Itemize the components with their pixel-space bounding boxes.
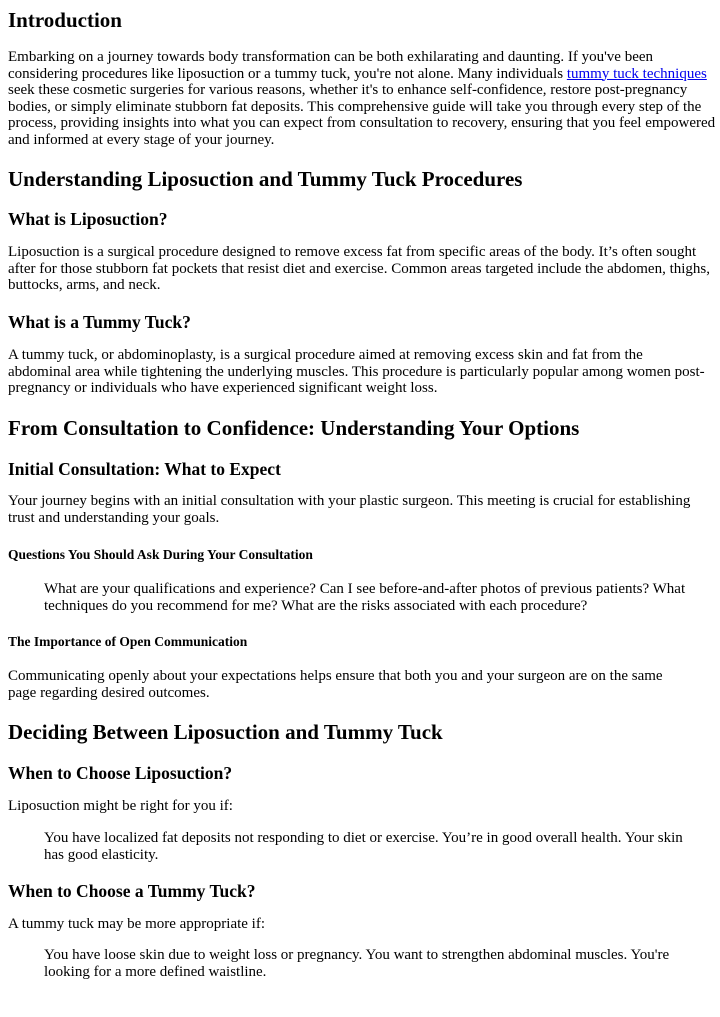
tummy-tuck-criteria-intro: A tummy tuck may be more appropriate if: bbox=[8, 916, 266, 932]
deciding-heading: Deciding Between Liposuction and Tummy Tuck bbox=[8, 720, 443, 744]
tummy-tuck-paragraph: A tummy tuck, or abdominoplasty, is a surgical procedure aimed at removing excess skin and fat from the abdominal area while tightening the underlying muscles. This procedure is particularly popular among women post-pregnancy or individuals who have experienced significant weight loss. bbox=[8, 347, 705, 396]
what-is-liposuction-heading: What is Liposuction? bbox=[8, 209, 168, 229]
what-is-tummy-tuck-heading: What is a Tummy Tuck? bbox=[8, 312, 191, 332]
when-choose-liposuction-heading: When to Choose Liposuction? bbox=[8, 763, 233, 783]
tummy-tuck-criteria-list: You have loose skin due to weight loss or pregnancy. You want to strengthen abdominal muscles. You're looking for a more defined waistline. bbox=[44, 947, 670, 980]
initial-consultation-heading: Initial Consultation: What to Expect bbox=[8, 459, 281, 479]
open-communication-paragraph: Communicating openly about your expectations helps ensure that both you and your surgeon are on the same page regarding desired outcomes. bbox=[8, 668, 663, 701]
questions-heading: Questions You Should Ask During Your Consultation bbox=[8, 547, 313, 562]
intro-text-after-link: seek these cosmetic surgeries for various reasons, whether it's to enhance self-confidence, restore post-pregnancy bodies, or simply eliminate stubborn fat deposits. This comprehensive guide will take you through every step of the process, providing insights into what you can expect from consultation to recovery, ensuring that you feel empowered and informed at every stage of your journey. bbox=[8, 82, 716, 148]
questions-list: What are your qualifications and experience? Can I see before-and-after photos of previous patients? What techniques do you recommend for me? What are the risks associated with each procedure? bbox=[44, 581, 686, 614]
tummy-tuck-techniques-link[interactable]: tummy tuck techniques bbox=[566, 65, 707, 82]
consultation-heading: From Consultation to Confidence: Understanding Your Options bbox=[8, 416, 580, 440]
intro-text-before-link: Embarking on a journey towards body transformation can be both exhilarating and daunting. If you've been considering procedures like liposuction or a tummy tuck, you're not alone. Many individuals bbox=[8, 49, 654, 82]
liposuction-criteria-intro: Liposuction might be right for you if: bbox=[8, 798, 233, 814]
open-communication-heading: The Importance of Open Communication bbox=[8, 634, 248, 649]
intro-paragraph bbox=[8, 49, 716, 148]
intro-heading: Introduction bbox=[8, 8, 122, 32]
liposuction-paragraph: Liposuction is a surgical procedure designed to remove excess fat from specific areas of the body. It’s often sought after for those stubborn fat pockets that resist diet and exercise. Common areas targeted include the abdomen, thighs, buttocks, arms, and neck. bbox=[8, 244, 711, 293]
understanding-heading: Understanding Liposuction and Tummy Tuck Procedures bbox=[8, 167, 523, 191]
when-choose-tummy-tuck-heading: When to Choose a Tummy Tuck? bbox=[8, 881, 256, 901]
initial-consultation-paragraph: Your journey begins with an initial consultation with your plastic surgeon. This meeting is crucial for establishing trust and understanding your goals. bbox=[8, 493, 691, 526]
liposuction-criteria-list: You have localized fat deposits not responding to diet or exercise. You’re in good overall health. Your skin has good elasticity. bbox=[44, 830, 683, 863]
